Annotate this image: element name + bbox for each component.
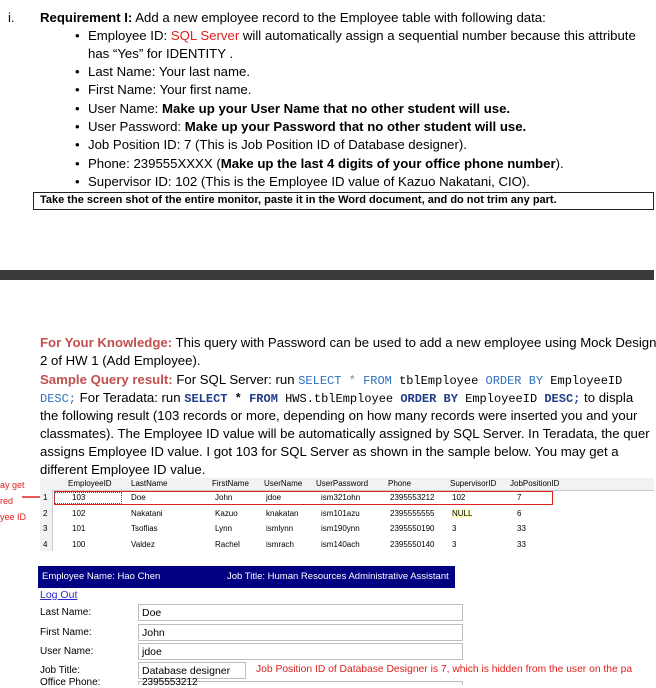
highlighted-row-outline (54, 491, 553, 505)
last-name-label: Last Name: (40, 607, 92, 618)
col-header[interactable]: SupervisorID (450, 479, 497, 488)
sql-column: EmployeeID (543, 374, 623, 388)
knowledge-line-6: classmates). The Employee ID value will be automatically assigned by SQL Server. In Teradata, the quer (40, 426, 650, 441)
sql-keyword: SELECT (184, 392, 228, 406)
instruction-box (33, 192, 654, 210)
row-number: 2 (43, 509, 48, 518)
bullet-supervisor: • Supervisor ID: 102 (This is the Employee ID value of Kazuo Nakatani, CIO). (88, 173, 530, 191)
knowledge-line-4 (40, 389, 633, 408)
table-cell[interactable]: 2395553212 (390, 493, 435, 502)
table-cell[interactable]: 7 (517, 493, 522, 502)
table-cell[interactable]: jdoe (266, 493, 282, 502)
bullet-employee-id (88, 27, 636, 45)
table-cell[interactable]: Valdez (131, 540, 155, 549)
knowledge-line-1 (40, 334, 656, 352)
table-cell[interactable]: 3 (452, 540, 457, 549)
table-cell[interactable]: ism140ach (321, 540, 360, 549)
row-number: 1 (43, 493, 48, 502)
knowledge-text: For Teradata: run (76, 390, 185, 405)
bullet-last-name: • Last Name: Your last name. (88, 63, 250, 81)
job-title-label: Job Title: (40, 665, 81, 676)
sample-label: Sample Query result: (40, 372, 173, 387)
table-cell[interactable]: 6 (517, 509, 522, 518)
bullet-bold-text: Make up the last 4 digits of your office phone number (220, 156, 556, 171)
sql-table: tblEmployee (391, 374, 486, 388)
user-name-label: User Name: (40, 646, 94, 657)
instruction-note: Take the screen shot of the entire monitor, paste it in the Word document, and do not trim any part. (40, 194, 557, 206)
partial-row-label (40, 677, 101, 688)
knowledge-text: For SQL Server: run (172, 372, 299, 387)
requirement-heading: Requirement I: (40, 10, 133, 25)
bullet-text: User Password: (88, 119, 185, 134)
knowledge-line-2: 2 of HW 1 (Add Employee). (40, 353, 201, 368)
bullet-bold-text: Make up your Password that no other student will use. (184, 119, 527, 134)
office-phone-value: 2395553212 (142, 677, 198, 688)
sql-column: EmployeeID (457, 392, 545, 406)
sql-keyword: ORDER BY (400, 392, 458, 406)
table-cell[interactable]: ismrach (266, 540, 295, 549)
col-header[interactable]: Phone (388, 479, 412, 488)
table-cell[interactable]: ism101azu (321, 509, 360, 518)
knowledge-line-8: different Employee ID value. (40, 462, 206, 477)
table-cell[interactable]: knakatan (266, 509, 299, 518)
col-header[interactable]: LastName (131, 479, 168, 488)
sql-table: HWS.tblEmployee (277, 392, 401, 406)
table-cell[interactable]: ism190ynn (321, 524, 360, 533)
sql-keyword: SELECT (298, 374, 342, 388)
table-cell[interactable]: 102 (452, 493, 466, 502)
first-name-input[interactable]: John (138, 624, 463, 641)
office-phone-label: Office Phone: (40, 677, 101, 688)
requirement-heading-rest: Add a new employee record to the Employee table with following data: (135, 10, 546, 25)
table-cell-null[interactable]: NULL (452, 509, 473, 518)
col-header[interactable]: EmployeeID (68, 479, 112, 488)
results-grid (40, 478, 654, 551)
bullet-user-password (88, 118, 526, 136)
table-cell[interactable]: ism321ohn (321, 493, 361, 502)
table-cell[interactable]: 2395555555 (390, 509, 435, 518)
table-cell[interactable]: 2395550140 (390, 540, 435, 549)
table-cell[interactable]: 102 (72, 509, 86, 518)
bullet-bold-text: Make up your User Name that no other student will use. (162, 101, 511, 116)
last-name-input[interactable]: Doe (138, 604, 463, 621)
table-cell[interactable]: 3 (452, 524, 457, 533)
bullet-phone (88, 155, 564, 173)
table-cell[interactable]: 33 (517, 540, 526, 549)
requirement-heading-line (40, 9, 546, 27)
bullet-text: ). (555, 156, 564, 171)
bullet-user-name (88, 100, 510, 118)
table-cell[interactable]: Lynn (215, 524, 233, 533)
sql-star: * (341, 374, 364, 388)
row-number: 4 (43, 540, 48, 549)
sql-keyword: FROM (363, 374, 392, 388)
table-cell[interactable]: John (215, 493, 233, 502)
selected-cell (54, 492, 122, 504)
job-title-select[interactable]: Database designer (138, 662, 246, 679)
sql-keyword: DESC; (40, 392, 77, 406)
user-name-input[interactable]: jdoe (138, 643, 463, 660)
logout-link[interactable]: Log Out (40, 589, 78, 601)
job-position-annotation: Job Position ID of Database Designer is 7, which is hidden from the user on the pa (256, 664, 633, 675)
knowledge-line-7: assigns Employee ID value. I got 103 for SQL Server as shown in the sample below. You may get a (40, 444, 619, 459)
col-header[interactable]: UserPassword (316, 479, 369, 488)
bullet-first-name: • First Name: Your first name. (88, 81, 251, 99)
sql-server-highlight: SQL Server (170, 28, 240, 43)
table-cell[interactable]: Tsoflias (131, 524, 158, 533)
bullet-text: Employee ID: (88, 28, 171, 43)
table-cell[interactable]: 103 (72, 493, 86, 502)
first-name-label: First Name: (40, 627, 92, 638)
knowledge-label: For Your Knowledge: (40, 335, 173, 350)
table-cell[interactable]: Nakatani (131, 509, 163, 518)
sql-keyword: FROM (249, 392, 278, 406)
sql-star: * (227, 392, 250, 406)
sql-keyword: DESC; (544, 392, 581, 406)
sql-keyword: ORDER BY (485, 374, 544, 388)
table-cell[interactable]: Doe (131, 493, 146, 502)
employee-name: Employee Name: Hao Chen (42, 571, 161, 582)
table-cell[interactable]: 2395550190 (390, 524, 435, 533)
job-title-header: Job Title: Human Resources Administrative Assistant (227, 571, 449, 582)
table-cell[interactable]: 33 (517, 524, 526, 533)
col-header[interactable]: UserName (264, 479, 303, 488)
knowledge-line-3 (40, 371, 622, 390)
bullet-text: Phone: 239555XXXX ( (88, 156, 221, 171)
app-header-bar (38, 566, 455, 588)
list-numeral: i. (8, 10, 15, 25)
side-note-1: ay get (0, 480, 25, 490)
col-header[interactable]: FirstName (212, 479, 249, 488)
knowledge-text: to displa (580, 390, 634, 405)
bullet-job-position: • Job Position ID: 7 (This is Job Position ID of Database designer). (88, 136, 467, 154)
office-phone-input[interactable] (138, 677, 463, 688)
table-cell[interactable]: Rachel (215, 540, 240, 549)
side-note-2: red (0, 496, 14, 506)
table-cell[interactable]: Kazuo (215, 509, 238, 518)
bullet-employee-id-cont: has “Yes” for IDENTITY . (88, 46, 234, 61)
row-number: 3 (43, 524, 48, 533)
side-note-3: yee ID (0, 512, 27, 522)
table-cell[interactable]: ismlynn (266, 524, 294, 533)
knowledge-line-5: the following result (103 records or more, depending on how many records were inserted you and your (40, 408, 638, 423)
col-header[interactable]: JobPositionID (510, 479, 560, 488)
table-cell[interactable]: 100 (72, 540, 86, 549)
bullet-text: User Name: (88, 101, 163, 116)
knowledge-text: This query with Password can be used to add a new employee using Mock Design (172, 335, 656, 350)
page-divider (0, 270, 654, 280)
bullet-text: will automatically assign a sequential number because this attribute (239, 28, 636, 43)
table-cell[interactable]: 101 (72, 524, 86, 533)
